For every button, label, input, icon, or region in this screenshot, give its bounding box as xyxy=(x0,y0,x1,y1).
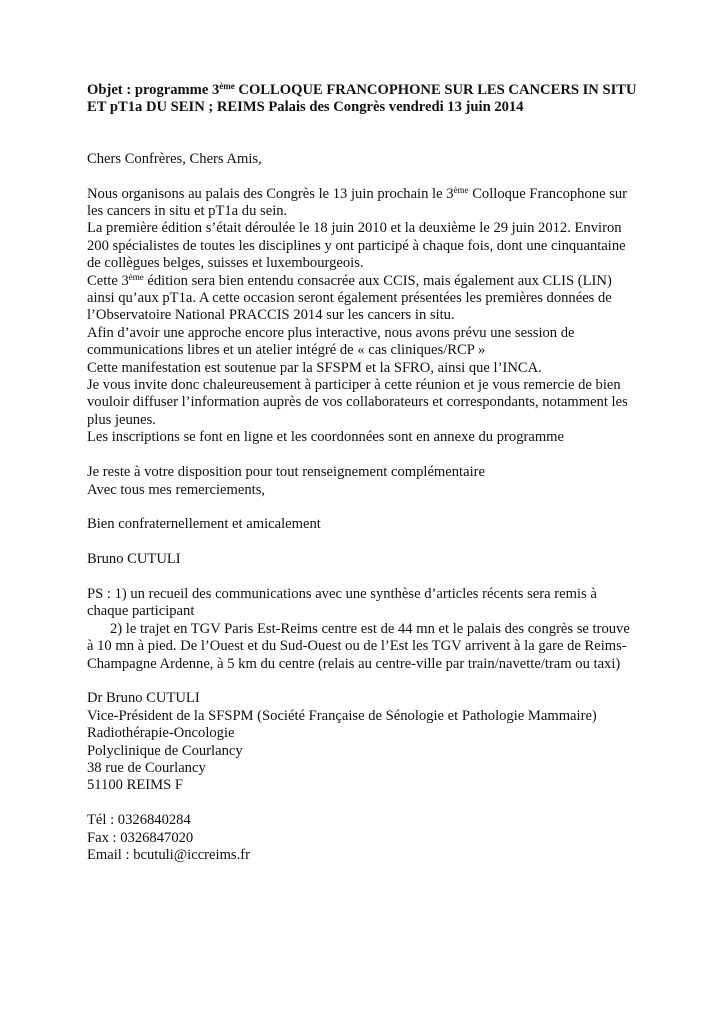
salutation: Chers Confrères, Chers Amis, xyxy=(87,150,262,167)
letter-body xyxy=(87,82,647,864)
body-line: ainsi qu’aux pT1a. A cette occasion seront également présentées les premières données de xyxy=(87,290,612,307)
subject-prefix: Objet : programme 3 xyxy=(87,82,220,98)
body-superscript: ème xyxy=(128,271,144,282)
body-text: Colloque Francophone sur xyxy=(468,185,628,202)
subject-superscript: ème xyxy=(219,81,235,91)
postscript xyxy=(87,586,647,673)
body-text: édition sera bien entendu consacrée aux CCIS, mais également aux CLIS (LIN) xyxy=(143,272,612,289)
contact-email: Email : bcutuli@iccreims.fr xyxy=(87,846,250,863)
ps-line: chaque participant xyxy=(87,603,195,620)
contact-department: Radiothérapie-Oncologie xyxy=(87,725,235,742)
contact-title: Vice-Président de la SFSPM (Société Française de Sénologie et Pathologie Mammaire) xyxy=(87,707,597,724)
closing-line: Je reste à votre disposition pour tout renseignement complémentaire xyxy=(87,464,485,481)
body-line: Je vous invite donc chaleureusement à participer à cette réunion et je vous remercie de bien xyxy=(87,377,621,394)
contact-clinic: Polyclinique de Courlancy xyxy=(87,742,243,759)
contact-fax: Fax : 0326847020 xyxy=(87,829,194,846)
body-line xyxy=(87,186,647,203)
body-text: Cette 3 xyxy=(87,272,129,289)
body-line xyxy=(87,273,647,290)
signature-name: Bruno CUTULI xyxy=(87,551,181,568)
closing-block xyxy=(87,464,647,499)
body-text: Nous organisons au palais des Congrès le 13 juin prochain le 3 xyxy=(87,185,454,202)
body-line: Afin d’avoir une approche encore plus interactive, nous avons prévu une session de xyxy=(87,324,575,341)
ps-line: 2) le trajet en TGV Paris Est-Reims centre est de 44 mn et le palais des congrès se trouve xyxy=(110,620,630,637)
body-line: 200 spécialistes de toutes les disciplines y ont participé à chaque fois, dont une cinquantaine xyxy=(87,237,626,254)
ps-line: Champagne Ardenne, à 5 km du centre (relais au centre-ville par train/navette/tram ou taxi) xyxy=(87,655,621,672)
ps-line: PS : 1) un recueil des communications avec une synthèse d’articles récents sera remis à xyxy=(87,585,597,602)
body-line: vouloir diffuser l’information auprès de vos collaborateurs et correspondants, notamment les xyxy=(87,394,628,411)
subject-line-1-rest: COLLOQUE FRANCOPHONE SUR LES CANCERS IN SITU xyxy=(234,82,637,98)
subject-line-2: ET pT1a DU SEIN ; REIMS Palais des Congrès vendredi 13 juin 2014 xyxy=(87,99,524,116)
closing-formula: Bien confraternellement et amicalement xyxy=(87,516,321,533)
contact-address xyxy=(87,690,647,794)
contact-details xyxy=(87,812,647,864)
body-superscript: ème xyxy=(453,184,469,195)
body-line: de collègues belges, suisses et luxembourgeois. xyxy=(87,255,364,272)
contact-street: 38 rue de Courlancy xyxy=(87,759,206,776)
body-line: plus jeunes. xyxy=(87,411,156,428)
body-line: l’Observatoire National PRACCIS 2014 sur les cancers in situ. xyxy=(87,307,455,324)
body-line: communications libres et un atelier intégré de « cas cliniques/RCP » xyxy=(87,342,486,359)
contact-phone: Tél : 0326840284 xyxy=(87,812,191,829)
body-line: La première édition s’était déroulée le 18 juin 2010 et la deuxième le 29 juin 2012. Environ xyxy=(87,220,622,237)
ps-line: à 10 mn à pied. De l’Ouest et du Sud-Ouest ou de l’Est les TGV arrivent à la gare de Reims- xyxy=(87,638,627,655)
body-line: les cancers in situ et pT1a du sein. xyxy=(87,203,288,220)
subject-line-1 xyxy=(87,82,647,99)
body-line: Cette manifestation est soutenue par la SFSPM et la SFRO, ainsi que l’INCA. xyxy=(87,359,542,376)
subject-heading xyxy=(87,82,647,117)
contact-city: 51100 REIMS F xyxy=(87,777,183,794)
closing-line: Avec tous mes remerciements, xyxy=(87,481,266,498)
contact-name: Dr Bruno CUTULI xyxy=(87,690,200,707)
body-line: Les inscriptions se font en ligne et les coordonnées sont en annexe du programme xyxy=(87,429,565,446)
main-paragraphs xyxy=(87,186,647,447)
